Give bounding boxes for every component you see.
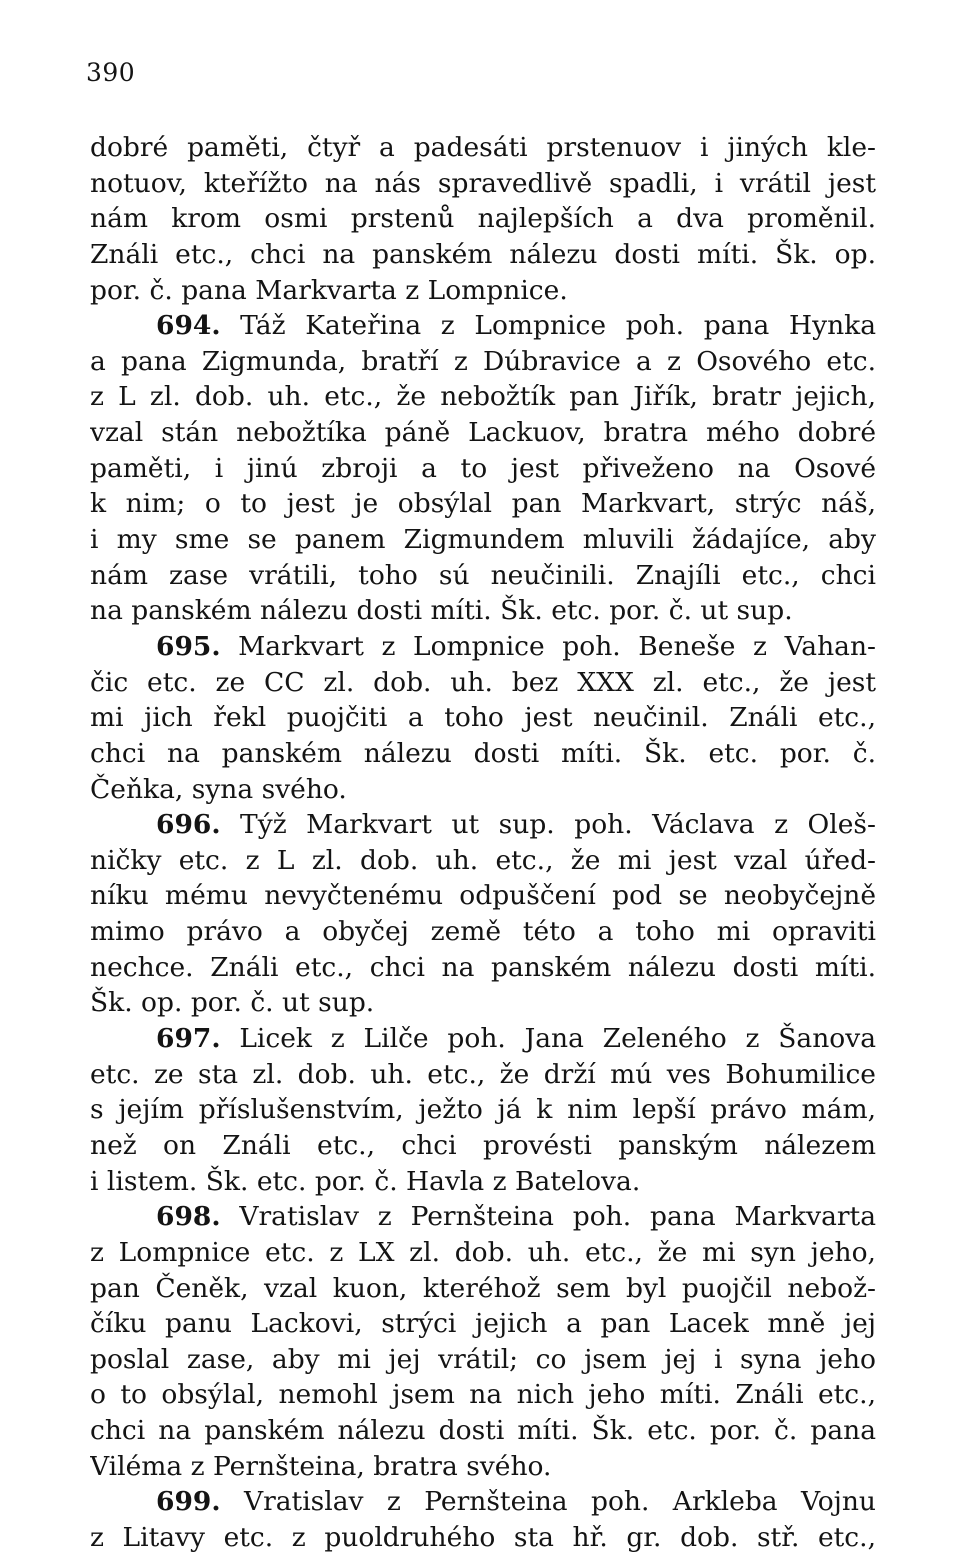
line-text: etc. ze sta zl. dob. uh. etc., že drží mú ves Bohumilice	[90, 1058, 876, 1090]
line-text: na panském nálezu dosti míti. Šk. etc. por. č. ut sup.	[90, 595, 793, 627]
line-text: i listem. Šk. etc. por. č. Havla z Batelova.	[90, 1165, 641, 1197]
text-line	[90, 843, 876, 879]
text-line	[90, 1092, 876, 1128]
entry-heading-line	[90, 1484, 876, 1520]
line-text: Ználi etc., chci na panském nálezu dosti míti. Šk. op.	[90, 238, 876, 270]
text-line	[90, 665, 876, 701]
line-text: Viléma z Pernšteina, bratra svého.	[90, 1450, 552, 1482]
line-text: pan Čeněk, vzal kuon, kteréhož sem byl puojčil nebož-	[90, 1272, 876, 1304]
line-text: Šk. op. por. č. ut sup.	[90, 987, 375, 1019]
line-text: s jejím příslušenstvím, ježto já k nim lepší právo mám,	[90, 1094, 876, 1126]
line-text: chci na panském nálezu dosti míti. Šk. etc. por. č.	[90, 737, 876, 769]
text-line	[90, 772, 876, 808]
line-text: notuov, kteřížto na nás spravedlivě spadli, i vrátil jest	[90, 167, 876, 199]
text-line	[90, 914, 876, 950]
text-line	[90, 166, 876, 202]
text-line	[90, 700, 876, 736]
page-text	[90, 130, 876, 1556]
line-text: nám krom osmi prstenů najlepších a dva proměnil.	[90, 203, 876, 235]
line-text: mi jich řekl puojčiti a toho jest neučinil. Ználi etc.,	[90, 702, 876, 734]
entry-number: 698.	[156, 1201, 221, 1233]
line-text: Čeňka, syna svého.	[90, 773, 347, 805]
entry-number: 697.	[156, 1023, 221, 1055]
line-text: Týž Markvart ut sup. poh. Václava z Oleš-	[220, 809, 876, 841]
line-text: číku panu Lackovi, strýci jejich a pan Lacek mně jej	[90, 1308, 876, 1340]
text-line	[90, 985, 876, 1021]
text-line	[90, 1235, 876, 1271]
text-line	[90, 237, 876, 273]
line-text: níku mému nevyčtenému odpuščení pod se neobyčejně	[90, 880, 876, 912]
line-text: nám zase vrátili, toho sú neučinili. Znajíli etc., chci	[90, 559, 876, 591]
text-line	[90, 273, 876, 309]
line-text: paměti, i jinú zbroji a to jest přiveženo na Osové	[90, 452, 876, 484]
text-line	[90, 1413, 876, 1449]
text-line	[90, 486, 876, 522]
entry-number: 696.	[156, 809, 221, 841]
entry-number: 699.	[156, 1486, 221, 1518]
text-line	[90, 736, 876, 772]
line-text: ničky etc. z L zl. dob. uh. etc., že mi jest vzal úřed-	[90, 844, 876, 876]
line-text: poslal zase, aby mi jej vrátil; co jsem jej i syna jeho	[90, 1343, 876, 1375]
line-text: a pana Zigmunda, bratří z Dúbravice a z Osového etc.	[90, 345, 876, 377]
line-text: čic etc. ze CC zl. dob. uh. bez XXX zl. etc., že jest	[90, 666, 876, 698]
entry-heading-line	[90, 807, 876, 843]
line-text: mimo právo a obyčej země této a toho mi opraviti	[90, 916, 876, 948]
text-line	[90, 344, 876, 380]
text-line	[90, 558, 876, 594]
line-text: i my sme se panem Zigmundem mluvili žádajíce, aby	[90, 524, 876, 556]
entry-heading-line	[90, 1199, 876, 1235]
text-line	[90, 130, 876, 166]
entry-heading-line	[90, 1021, 876, 1057]
text-line	[90, 201, 876, 237]
line-text: Táž Kateřina z Lompnice poh. pana Hynka	[220, 310, 876, 342]
line-text: z Lompnice etc. z LX zl. dob. uh. etc., že mi syn jeho,	[90, 1236, 876, 1268]
entry-number: 695.	[156, 630, 221, 662]
text-line	[90, 593, 876, 629]
text-line	[90, 1342, 876, 1378]
entry-heading-line	[90, 308, 876, 344]
text-line	[90, 1449, 876, 1485]
line-text: z Litavy etc. z puoldruhého sta hř. gr. dob. stř. etc.,	[90, 1521, 876, 1553]
entry-number: 694.	[156, 310, 221, 342]
text-line	[90, 522, 876, 558]
page-number: 390	[86, 58, 136, 87]
text-line	[90, 1377, 876, 1413]
text-line	[90, 950, 876, 986]
line-text: z L zl. dob. uh. etc., že nebožtík pan Jiřík, bratr jejich,	[90, 381, 876, 413]
line-text: vzal stán nebožtíka páně Lackuov, bratra mého dobré	[90, 417, 876, 449]
line-text: dobré paměti, čtyř a padesáti prstenuov i jiných kle-	[90, 132, 876, 163]
line-text: chci na panském nálezu dosti míti. Šk. etc. por. č. pana	[90, 1415, 876, 1447]
text-line	[90, 878, 876, 914]
text-line	[90, 451, 876, 487]
line-text: o to obsýlal, nemohl jsem na nich jeho míti. Ználi etc.,	[90, 1379, 876, 1411]
line-text: Vratislav z Pernšteina poh. Arkleba Vojnu	[220, 1486, 876, 1518]
text-line	[90, 1128, 876, 1164]
entry-heading-line	[90, 629, 876, 665]
line-text: nechce. Ználi etc., chci na panském nálezu dosti míti.	[90, 951, 876, 983]
text-line	[90, 1057, 876, 1093]
line-text: než on Ználi etc., chci provésti panským nálezem	[90, 1129, 876, 1161]
text-line	[90, 1306, 876, 1342]
line-text: Markvart z Lompnice poh. Beneše z Vahan-	[220, 630, 876, 662]
text-line	[90, 1271, 876, 1307]
line-text: Vratislav z Pernšteina poh. pana Markvarta	[220, 1201, 876, 1233]
text-line	[90, 415, 876, 451]
line-text: por. č. pana Markvarta z Lompnice.	[90, 274, 568, 306]
line-text: k nim; o to jest je obsýlal pan Markvart, strýc náš,	[90, 488, 876, 520]
text-line	[90, 1164, 876, 1200]
text-line	[90, 379, 876, 415]
line-text: Licek z Lilče poh. Jana Zeleného z Šanova	[220, 1023, 876, 1055]
